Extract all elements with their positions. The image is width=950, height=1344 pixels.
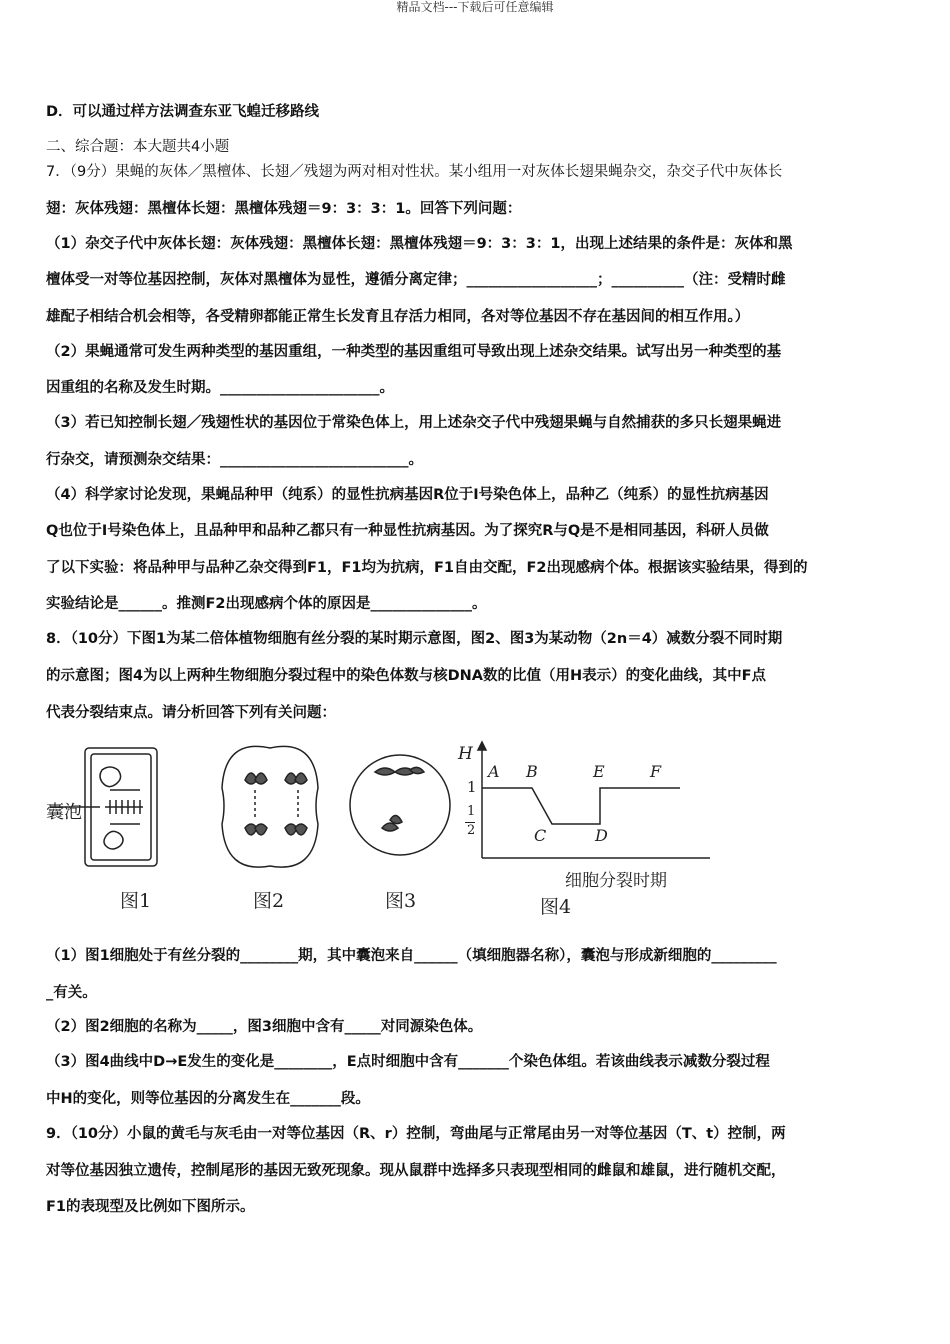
q9-stem-1: 9．（10分）小鼠的黄毛与灰毛由一对等位基因（R、r）控制，弯曲尾与正常尾由另一对等位基因（T、t）控制，两 (46, 1126, 786, 1142)
q8-stem-3: 代表分裂结束点。请分析回答下列有关问题： (46, 705, 336, 721)
tick-1: 1 (467, 778, 477, 796)
fig2-label: 图2 (253, 890, 285, 912)
point-c: C (534, 826, 547, 845)
axis-x-label: 细胞分裂时期 (565, 871, 667, 891)
q7-4-line2: Q也位于Ⅰ号染色体上，且品种甲和品种乙都只有一种显性抗病基因。为了探究R与Q是不是相同基因，科研人员做 (46, 523, 769, 539)
point-f: F (650, 762, 662, 781)
fig1-label: 图1 (120, 890, 152, 912)
point-b: B (526, 762, 538, 781)
section-title: 二、综合题：本大题共4小题 (46, 139, 230, 155)
q7-1-line2: 檀体受一对等位基因控制，灰体对黑檀体为显性，遵循分离定律；__________________；__________（注：受精时雌 (46, 272, 786, 288)
fig4-label: 图4 (540, 896, 572, 918)
q9-stem-2: 对等位基因独立遗传，控制尾形的基因无致死现象。现从鼠群中选择多只表现型相同的雌鼠和雄鼠，进行随机交配， (46, 1163, 786, 1179)
q8-1-line2: _有关。 (46, 985, 97, 1001)
page-header: 精品文档---下载后可任意编辑 (396, 0, 554, 14)
axis-y-label: H (458, 744, 473, 764)
q8-3-line2: 中H的变化，则等位基因的分离发生在_______段。 (46, 1091, 370, 1107)
q7-4-line3: 了以下实验：将品种甲与品种乙杂交得到F1，F1均为抗病，F1自由交配，F2出现感病个体。根据该实验结果，得到的 (46, 560, 808, 576)
q8-stem-1: 8．（10分）下图1为某二倍体植物细胞有丝分裂的某时期示意图，图2、图3为某动物（2n＝4）减数分裂不同时期 (46, 631, 783, 647)
point-e: E (593, 762, 605, 781)
q8-2: （2）图2细胞的名称为_____，图3细胞中含有_____对同源染色体。 (46, 1019, 483, 1035)
q7-1-line1: （1）杂交子代中灰体长翅：灰体残翅：黑檀体长翅：黑檀体残翅＝9：3：3：1，出现上述结果的条件是：灰体和黑 (46, 236, 793, 252)
q7-2-line2: 因重组的名称及发生时期。______________________。 (46, 380, 394, 396)
figures-row (40, 740, 720, 924)
fig4-graph (478, 742, 710, 858)
q7-2-line1: （2）果蝇通常可发生两种类型的基因重组，一种类型的基因重组可导致出现上述杂交结果。试写出另一种类型的基 (46, 344, 782, 360)
option-d: D．可以通过样方法调查东亚飞蝗迁移路线 (46, 104, 320, 120)
q9-stem-3: F1的表现型及比例如下图所示。 (46, 1199, 255, 1215)
q8-stem-2: 的示意图；图4为以上两种生物细胞分裂过程中的染色体数与核DNA数的比值（用H表示）的变化曲线，其中F点 (46, 668, 767, 684)
tick-half-num: 1 (467, 804, 476, 819)
fig3-cell (350, 755, 450, 855)
q7-1-line3: 雄配子相结合机会相等，各受精卵都能正常生长发育且存活力相同，各对等位基因不存在基因间的相互作用。） (46, 309, 750, 325)
point-d: D (595, 826, 608, 845)
tick-half-den: 2 (467, 823, 476, 838)
vesicle-label: 囊泡 (46, 802, 82, 823)
q8-1-line1: （1）图1细胞处于有丝分裂的________期，其中囊泡来自______（填细胞器名称），囊泡与形成新细胞的_________ (46, 948, 777, 964)
q8-3-line1: （3）图4曲线中D→E发生的变化是________，E点时细胞中含有_______个染色体组。若该曲线表示减数分裂过程 (46, 1054, 770, 1070)
q7-stem-2: 翅：灰体残翅：黑檀体长翅：黑檀体残翅＝9：3：3：1。回答下列问题： (46, 201, 522, 217)
q7-stem-1: 7．（9分）果蝇的灰体／黑檀体、长翅／残翅为两对相对性状。某小组用一对灰体长翅果蝇杂交，杂交子代中灰体长 (46, 164, 783, 180)
fig3-label: 图3 (385, 890, 417, 912)
fig2-animal-cell (222, 746, 318, 867)
q7-3-line1: （3）若已知控制长翅／残翅性状的基因位于常染色体上，用上述杂交子代中残翅果蝇与自然捕获的多只长翅果蝇进 (46, 415, 782, 431)
point-a: A (488, 762, 500, 781)
q7-3-line2: 行杂交，请预测杂交结果：__________________________。 (46, 452, 423, 468)
q7-4-line4: 实验结论是______。推测F2出现感病个体的原因是______________。 (46, 596, 487, 612)
q7-4-line1: （4）科学家讨论发现，果蝇品种甲（纯系）的显性抗病基因R位于Ⅰ号染色体上，品种乙（纯系）的显性抗病基因 (46, 487, 769, 503)
h-curve (482, 788, 680, 824)
